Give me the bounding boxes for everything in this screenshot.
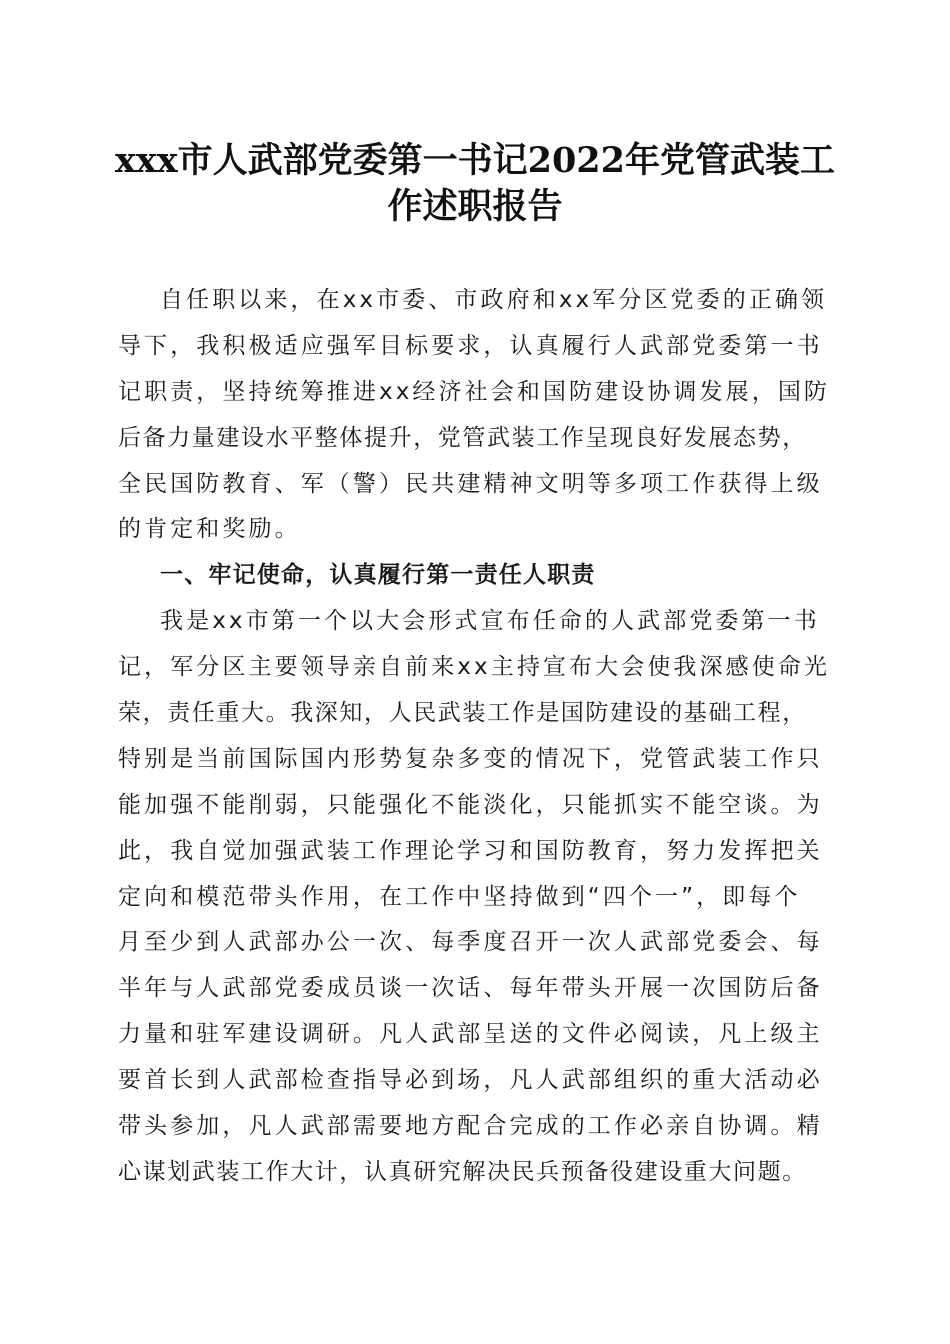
title-line-2: 作述职报告: [387, 186, 563, 227]
paragraph-intro: [118, 278, 838, 553]
text-line: 特别是当前国际国内形势复杂多变的情况下，党管武装工作只: [118, 745, 823, 772]
text-line: 带头参加，凡人武部需要地方配合完成的工作必亲自协调。精: [118, 1113, 823, 1140]
text-line: 记，军分区主要领导亲自前来xx主持宣布大会使我深感使命光: [118, 654, 831, 681]
document-body: [118, 278, 838, 1196]
title-line-1: xxx市人武部党委第一书记2022年党管武装工: [114, 140, 835, 181]
section-heading: 一、牢记使命，认真履行第一责任人职责: [160, 562, 596, 589]
text-line: 月至少到人武部办公一次、每季度召开一次人武部党委会、每: [118, 929, 823, 956]
text-line: 全民国防教育、军（警）民共建精神文明等多项工作获得上级: [118, 470, 823, 497]
text-line: 要首长到人武部检查指导必到场，凡人武部组织的重大活动必: [118, 1067, 823, 1094]
text-line: 后备力量建设水平整体提升，党管武装工作呈现良好发展态势，: [118, 424, 807, 451]
text-line: 的肯定和奖励。: [118, 516, 301, 543]
text-line: 荣，责任重大。我深知，人民武装工作是国防建设的基础工程，: [118, 700, 807, 727]
text-line: 心谋划武装工作大计，认真研究解决民兵预备役建设重大问题。: [118, 1158, 807, 1185]
text-line: 能加强不能削弱，只能强化不能淡化，只能抓实不能空谈。为: [118, 791, 823, 818]
text-line: 定向和模范带头作用，在工作中坚持做到“四个一”，即每个: [118, 883, 801, 910]
paragraph-section-1: [118, 599, 838, 1196]
text-line: 半年与人武部党委成员谈一次话、每年带头开展一次国防后备: [118, 975, 823, 1002]
document-title: [100, 138, 850, 230]
text-line: 我是xx市第一个以大会形式宣布任命的人武部党委第一书: [160, 608, 820, 635]
text-line: 导下，我积极适应强军目标要求，认真履行人武部党委第一书: [118, 332, 823, 359]
text-line: 自任职以来，在xx市委、市政府和xx军分区党委的正确领: [160, 287, 828, 313]
text-line: 此，我自觉加强武装工作理论学习和国防教育，努力发挥把关: [118, 837, 823, 864]
text-line: 力量和驻军建设调研。凡人武部呈送的文件必阅读，凡上级主: [118, 1021, 823, 1048]
text-line: 记职责，坚持统筹推进xx经济社会和国防建设协调发展，国防: [118, 378, 831, 405]
